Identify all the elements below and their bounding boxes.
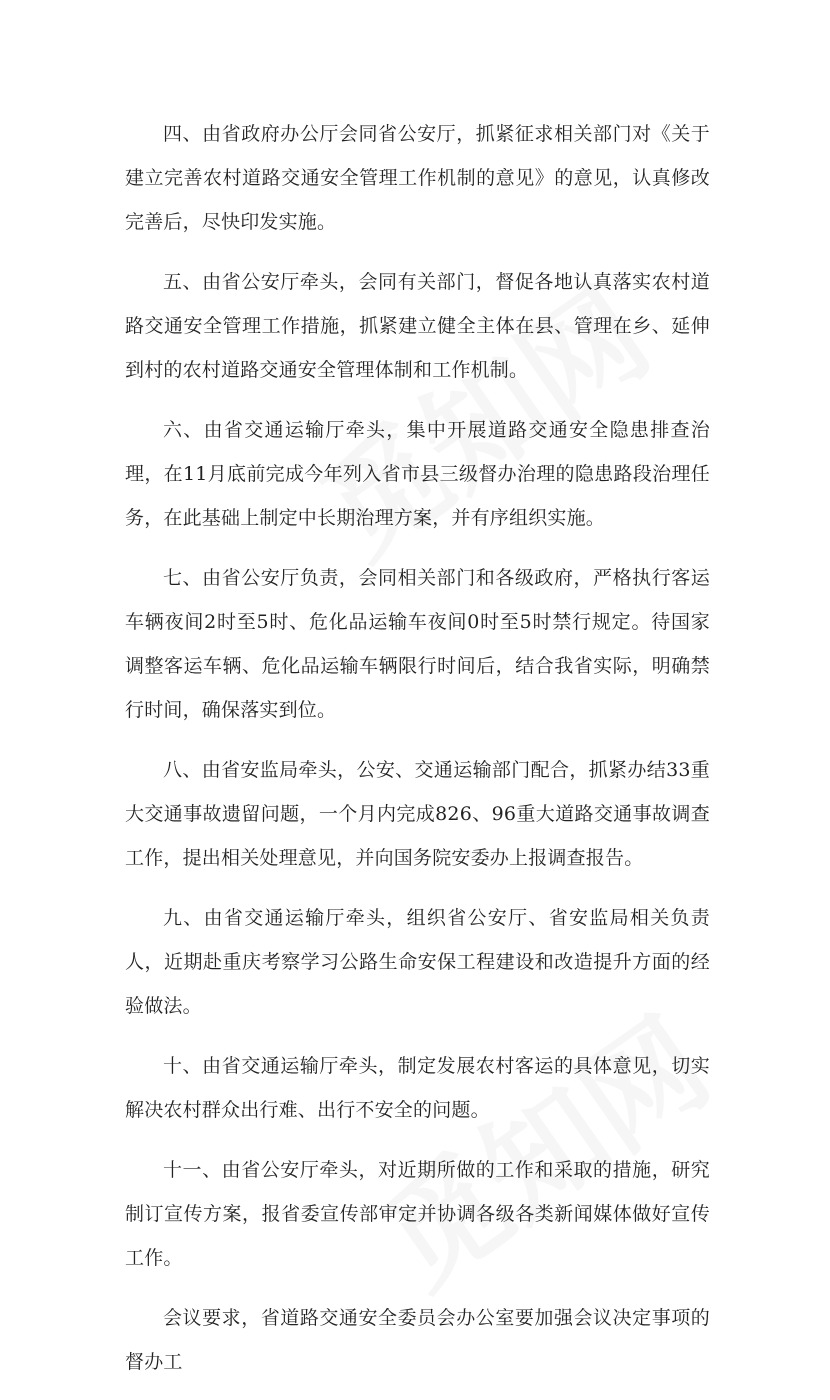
paragraph-item-6: 六、由省交通运输厅牵头，集中开展道路交通安全隐患排查治理，在11月底前完成今年列入省市县三级督办治理的隐患路段治理任务，在此基础上制定中长期治理方案，并有序组织实施。 <box>125 419 710 529</box>
paragraph-item-7: 七、由省公安厅负责，会同相关部门和各级政府，严格执行客运车辆夜间2时至5时、危化品运输车夜间0时至5时禁行规定。待国家调整客运车辆、危化品运输车辆限行时间后，结合我省实际，明确禁行时间，确保落实到位。 <box>125 567 710 721</box>
paragraph-item-4: 四、由省政府办公厅会同省公安厅，抓紧征求相关部门对《关于建立完善农村道路交通安全管理工作机制的意见》的意见，认真修改完善后，尽快印发实施。 <box>125 123 710 233</box>
paragraph-item-8: 八、由省安监局牵头，公安、交通运输部门配合，抓紧办结33重大交通事故遗留问题，一个月内完成826、96重大道路交通事故调查工作，提出相关处理意见，并向国务院安委办上报调查报告。 <box>125 759 710 869</box>
paragraph-item-10: 十、由省交通运输厅牵头，制定发展农村客运的具体意见，切实解决农村群众出行难、出行不安全的问题。 <box>125 1055 710 1121</box>
document-body <box>125 112 710 1400</box>
paragraph-item-9: 九、由省交通运输厅牵头，组织省公安厅、省安监局相关负责人，近期赴重庆考察学习公路生命安保工程建设和改造提升方面的经验做法。 <box>125 907 710 1017</box>
paragraph-item-5: 五、由省公安厅牵头，会同有关部门，督促各地认真落实农村道路交通安全管理工作措施，抓紧建立健全主体在县、管理在乡、延伸到村的农村道路交通安全管理体制和工作机制。 <box>125 271 710 381</box>
paragraph-item-11: 十一、由省公安厅牵头，对近期所做的工作和采取的措施，研究制订宣传方案，报省委宣传部审定并协调各级各类新闻媒体做好宣传工作。 <box>125 1159 710 1269</box>
paragraph-meeting-requirement: 会议要求，省道路交通安全委员会办公室要加强会议决定事项的督办工 <box>125 1307 710 1373</box>
